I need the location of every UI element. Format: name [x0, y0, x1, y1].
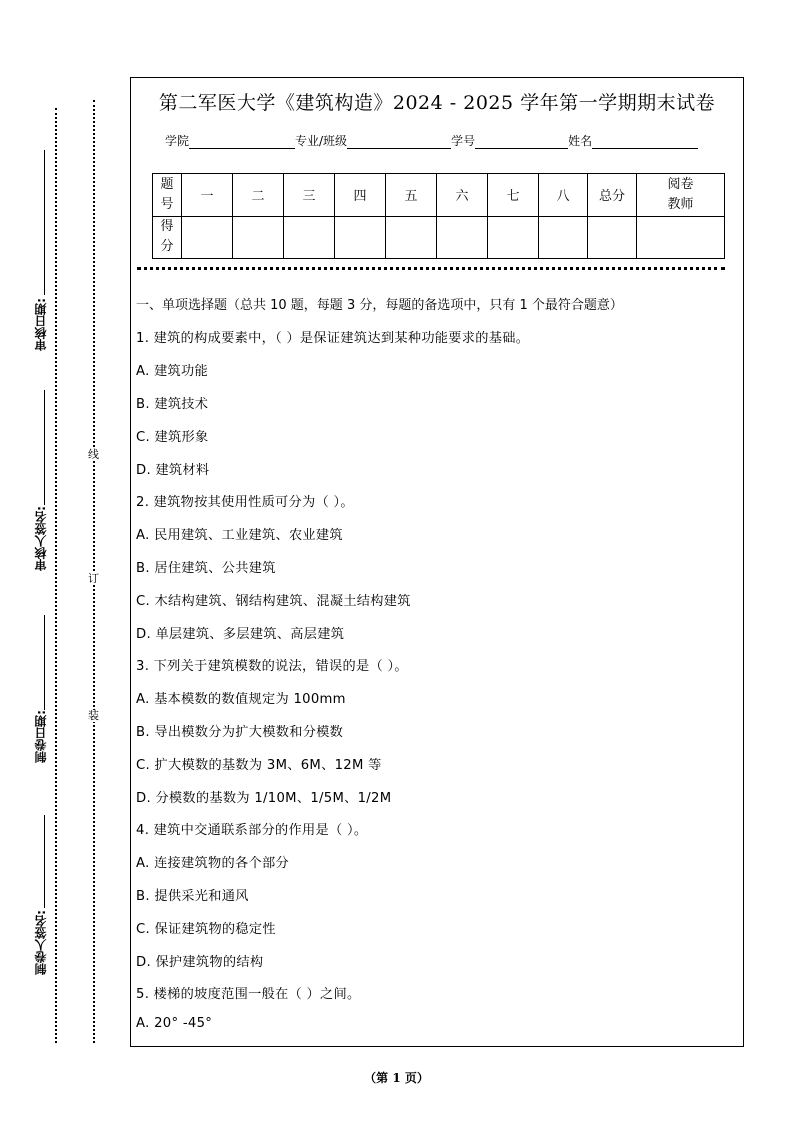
score-cell[interactable]: [335, 216, 386, 259]
student-info-row: [165, 132, 698, 149]
score-value-row: [153, 216, 725, 259]
score-cell[interactable]: [437, 216, 488, 259]
binding-dotted-line: [55, 108, 57, 1043]
major-label: 专业/班级: [295, 134, 348, 148]
column-header: 三: [284, 174, 335, 217]
option-line: D. 分模数的基数为 1/10M、1/5M、1/2M: [136, 791, 392, 806]
option-line: A. 民用建筑、工业建筑、农业建筑: [136, 528, 343, 543]
make-date-label: 制卷日期:: [34, 710, 48, 763]
option-line: B. 提供采光和通风: [136, 889, 249, 904]
column-header: 总分: [588, 174, 637, 217]
question-line: 3. 下列关于建筑模数的说法，错误的是（ ）。: [136, 659, 408, 674]
option-line: C. 保证建筑物的稳定性: [136, 922, 276, 937]
section-separator: [137, 267, 725, 270]
reviewer-label: 阅卷教师: [637, 174, 725, 217]
score-cell[interactable]: [488, 216, 539, 259]
score-cell[interactable]: [588, 216, 637, 259]
question-line: 1. 建筑的构成要素中，（ ）是保证建筑达到某种功能要求的基础。: [136, 331, 530, 346]
column-header: 二: [233, 174, 284, 217]
column-header: 四: [335, 174, 386, 217]
staple-char: 订: [88, 572, 99, 585]
score-cell[interactable]: [284, 216, 335, 259]
exam-title: 第二军医大学《建筑构造》2024 - 2025 学年第一学期期末试卷: [158, 92, 716, 114]
column-header: 一: [182, 174, 233, 217]
score-header-row: [153, 174, 725, 217]
score-cell[interactable]: [182, 216, 233, 259]
option-line: B. 居住建筑、公共建筑: [136, 561, 276, 576]
score-table: [152, 173, 725, 259]
option-line: D. 保护建筑物的结构: [136, 955, 264, 970]
student-id-label: 学号: [451, 134, 476, 148]
option-line: C. 扩大模数的基数为 3M、6M、12M 等: [136, 758, 382, 773]
name-label: 姓名: [568, 134, 593, 148]
reviewer-cell[interactable]: [637, 216, 725, 259]
option-line: C. 木结构建筑、钢结构建筑、混凝土结构建筑: [136, 594, 411, 609]
section-heading: 一、单项选择题（总共 10 题，每题 3 分，每题的备选项中，只有 1 个最符合题意）: [136, 298, 623, 313]
option-line: A. 基本模数的数值规定为 100mm: [136, 692, 346, 707]
question-line: 4. 建筑中交通联系部分的作用是（ ）。: [136, 823, 368, 838]
college-field[interactable]: [189, 136, 295, 149]
column-header: 七: [488, 174, 539, 217]
column-header: 六: [437, 174, 488, 217]
question-line: 5. 楼梯的坡度范围一般在（ ）之间。: [136, 987, 361, 1002]
option-line: D. 建筑材料: [136, 463, 210, 478]
score-label: 得分: [153, 216, 182, 259]
make-date-underline: [44, 615, 45, 710]
column-header: 八: [539, 174, 588, 217]
option-line: D. 单层建筑、多层建筑、高层建筑: [136, 627, 345, 642]
score-cell[interactable]: [233, 216, 284, 259]
page-number: （第 1 页）: [364, 1071, 429, 1085]
maker-signature-underline: [44, 815, 45, 908]
option-line: A. 连接建筑物的各个部分: [136, 856, 289, 871]
option-line: C. 建筑形象: [136, 430, 209, 445]
reviewer-signature-underline: [44, 390, 45, 505]
line-char: 线: [88, 448, 99, 461]
option-line: B. 导出模数分为扩大模数和分模数: [136, 725, 344, 740]
maker-signature-label: 制卷人签名:: [34, 910, 48, 975]
score-cell[interactable]: [539, 216, 588, 259]
option-line: B. 建筑技术: [136, 397, 209, 412]
reviewer-signature-label: 审核人签名:: [34, 506, 48, 571]
option-line: A. 20° -45°: [136, 1016, 213, 1031]
college-label: 学院: [165, 134, 190, 148]
exam-frame: [130, 77, 744, 1047]
question-line: 2. 建筑物按其使用性质可分为（ ）。: [136, 495, 354, 510]
column-header: 五: [386, 174, 437, 217]
score-cell[interactable]: [386, 216, 437, 259]
question-number-label: 题号: [153, 174, 182, 217]
student-id-field[interactable]: [475, 136, 568, 149]
review-date-label: 审核日期:: [34, 298, 48, 351]
bind-char: 装: [88, 709, 99, 722]
major-field[interactable]: [347, 136, 451, 149]
review-date-underline: [44, 150, 45, 295]
name-field[interactable]: [592, 136, 698, 149]
option-line: A. 建筑功能: [136, 364, 209, 379]
